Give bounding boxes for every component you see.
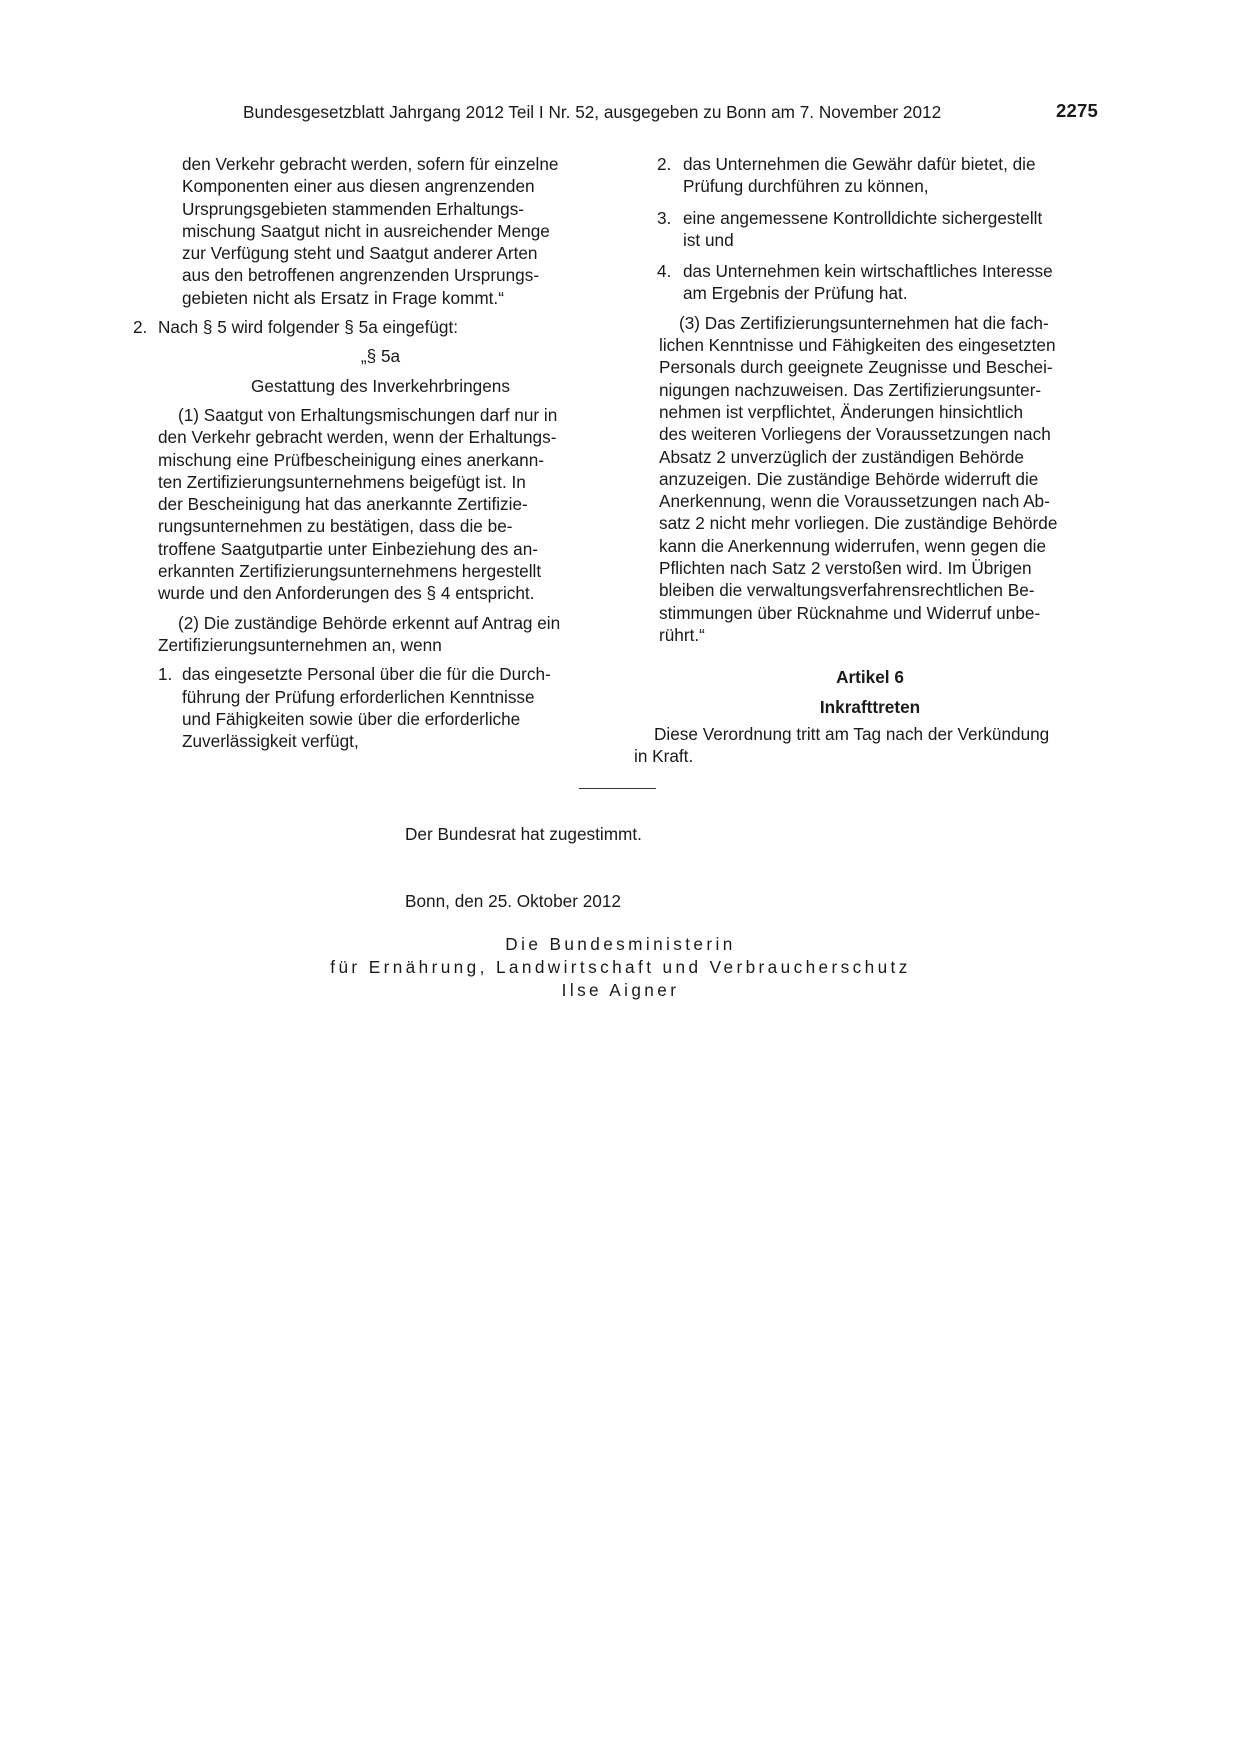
text-line: ten Zertifizierungsunternehmens beigefügt ist. In xyxy=(158,471,526,492)
text-line: aus den betroffenen angrenzenden Ursprungs- xyxy=(182,265,540,286)
item-number: 2. xyxy=(657,154,672,174)
text-line: Zertifizierungsunternehmen an, wenn xyxy=(158,634,442,655)
text-line: eine angemessene Kontrolldichte sichergestellt xyxy=(683,207,1043,228)
text-line: zur Verfügung steht und Saatgut anderer Arten xyxy=(182,243,538,264)
item-number: 2. xyxy=(133,317,148,338)
list-item-3 xyxy=(634,207,1106,252)
text-line: der Bescheinigung hat das anerkannte Zertifizie- xyxy=(158,494,528,515)
text-line: erkannten Zertifizierungsunternehmens hergestellt xyxy=(158,561,542,582)
text-line: mischung Saatgut nicht in ausreichender Menge xyxy=(182,220,550,241)
text-line: rungsunternehmen zu bestätigen, dass die be- xyxy=(158,516,513,537)
text-line: den Verkehr gebracht werden, sofern für einzelne xyxy=(182,154,559,174)
text-line: Anerkennung, wenn die Voraussetzungen nach Ab- xyxy=(659,491,1050,512)
separator-rule xyxy=(579,788,656,789)
item-text: Nach § 5 wird folgender § 5a eingefügt: xyxy=(158,317,459,338)
left-column xyxy=(133,153,604,752)
section-heading: „§ 5a xyxy=(360,346,401,367)
text-line: stimmungen über Rücknahme und Widerruf unbe- xyxy=(659,602,1041,623)
article-heading: Artikel 6 xyxy=(836,667,904,688)
amendment-item-2 xyxy=(133,316,604,338)
text-line: und Fähigkeiten sowie über die erforderliche xyxy=(182,708,521,729)
text-line: nehmen ist verpflichtet, Änderungen hinsichtlich xyxy=(659,401,1024,422)
text-line: Pflichten nach Satz 2 verstoßen wird. Im Übrigen xyxy=(659,558,1032,579)
text-line: das eingesetzte Personal über die für die Durch- xyxy=(182,664,551,685)
text-line: Personals durch geeignete Zeugnisse und Beschei- xyxy=(659,357,1053,378)
text-line: in Kraft. xyxy=(634,746,694,767)
text-line: wurde und den Anforderungen des § 4 entspricht. xyxy=(158,583,535,604)
continued-item-text xyxy=(133,153,604,309)
text-line: am Ergebnis der Prüfung hat. xyxy=(683,283,908,304)
signatory-name: Ilse Aigner xyxy=(561,980,680,1000)
text-line: rührt.“ xyxy=(659,624,705,645)
item-number: 1. xyxy=(158,664,173,685)
place-date: Bonn, den 25. Oktober 2012 xyxy=(405,891,621,911)
page-number: 2275 xyxy=(1056,100,1098,121)
text-line: (1) Saatgut von Erhaltungsmischungen darf nur in xyxy=(178,404,558,425)
text-line: ist und xyxy=(683,229,734,250)
text-line: das Unternehmen die Gewähr dafür bietet, die xyxy=(683,154,1036,174)
right-column xyxy=(634,153,1106,767)
item-number: 4. xyxy=(657,261,672,282)
text-line: mischung eine Prüfbescheinigung eines anerkann- xyxy=(158,449,545,470)
text-line: (2) Die zuständige Behörde erkennt auf Antrag ein xyxy=(178,612,561,633)
text-line: Zuverlässigkeit verfügt, xyxy=(182,731,359,752)
text-line: gebieten nicht als Ersatz in Frage kommt.“ xyxy=(182,287,504,308)
text-line: führung der Prüfung erforderlichen Kenntnisse xyxy=(182,686,535,707)
text-line: troffene Saatgutpartie unter Einbeziehung des an- xyxy=(158,538,538,559)
list-item-4 xyxy=(634,260,1106,305)
text-line: bleiben die verwaltungsverfahrensrechtlichen Be- xyxy=(659,580,1035,601)
text-line: nigungen nachzuweisen. Das Zertifizierungsunter- xyxy=(659,379,1042,400)
text-line: lichen Kenntnisse und Fähigkeiten des eingesetzten xyxy=(659,335,1056,356)
ministry-name: für Ernährung, Landwirtschaft und Verbraucherschutz xyxy=(330,957,911,977)
text-line: das Unternehmen kein wirtschaftliches Interesse xyxy=(683,261,1053,282)
text-line: Komponenten einer aus diesen angrenzenden xyxy=(182,176,535,197)
text-line: Prüfung durchführen zu können, xyxy=(683,176,929,197)
section-title: Gestattung des Inverkehrbringens xyxy=(251,375,510,396)
list-item-1 xyxy=(133,663,604,752)
paragraph-1 xyxy=(133,404,604,605)
text-line: Absatz 2 unverzüglich der zuständigen Behörde xyxy=(659,446,1024,467)
text-line: satz 2 nicht mehr vorliegen. Die zuständige Behörde xyxy=(659,513,1058,534)
text-line: anzuzeigen. Die zuständige Behörde widerruft die xyxy=(659,468,1039,489)
text-line: (3) Das Zertifizierungsunternehmen hat die fach- xyxy=(679,312,1049,333)
list-item-2 xyxy=(634,153,1106,198)
text-line: Diese Verordnung tritt am Tag nach der Verkündung xyxy=(654,723,1050,744)
text-line: des weiteren Vorliegens der Voraussetzungen nach xyxy=(659,424,1051,445)
text-line: den Verkehr gebracht werden, wenn der Erhaltungs- xyxy=(158,427,557,448)
article-title: Inkrafttreten xyxy=(819,696,921,717)
paragraph-3 xyxy=(634,312,1106,646)
bundesrat-consent: Der Bundesrat hat zugestimmt. xyxy=(405,824,642,844)
minister-title: Die Bundesministerin xyxy=(505,934,736,954)
article-text xyxy=(634,723,1106,768)
text-line: Ursprungsgebieten stammenden Erhaltungs- xyxy=(182,198,525,219)
paragraph-2 xyxy=(133,612,604,657)
text-line: kann die Anerkennung widerrufen, wenn gegen die xyxy=(659,535,1047,556)
item-number: 3. xyxy=(657,207,672,228)
running-header: Bundesgesetzblatt Jahrgang 2012 Teil I Nr. 52, ausgegeben zu Bonn am 7. November 2012 xyxy=(243,102,942,122)
